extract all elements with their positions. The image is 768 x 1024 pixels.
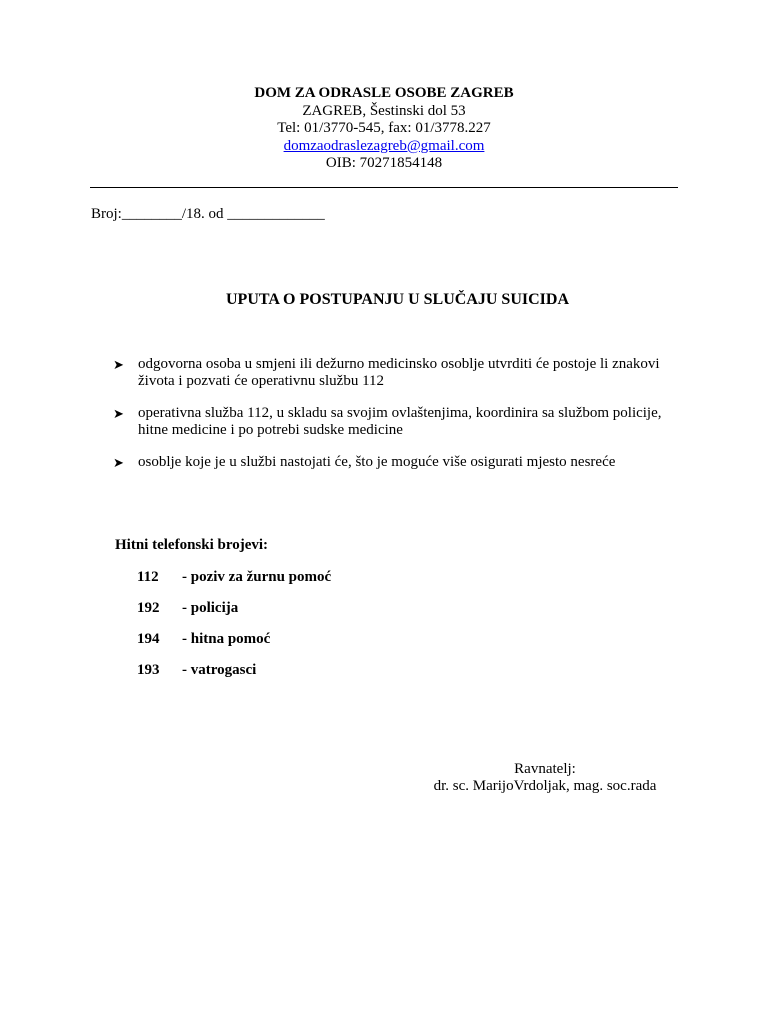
signature-name: dr. sc. MarijoVrdoljak, mag. soc.rada <box>433 778 657 794</box>
emergency-label: - hitna pomoć <box>182 631 271 647</box>
list-item <box>113 454 693 471</box>
organization-oib: OIB: 70271854148 <box>325 155 443 171</box>
emergency-number: 194 <box>137 631 160 647</box>
organization-address: ZAGREB, Šestinski dol 53 <box>302 102 466 119</box>
list-item <box>113 356 693 390</box>
instruction-text: osoblje koje je u službi nastojati će, što je moguće više osigurati mjesto nesreće <box>138 454 616 470</box>
arrow-bullet-icon: ➤ <box>113 406 124 421</box>
emergency-label: - poziv za žurnu pomoć <box>182 569 332 585</box>
emergency-label: - vatrogasci <box>182 662 257 678</box>
document-title: UPUTA O POSTUPANJU U SLUČAJU SUICIDA <box>226 291 569 308</box>
emergency-label: - policija <box>182 600 239 616</box>
arrow-bullet-icon: ➤ <box>113 357 124 372</box>
arrow-bullet-icon: ➤ <box>113 455 124 470</box>
email-link[interactable]: domzaodraslezagreb@gmail.com <box>283 137 485 154</box>
emergency-number: 112 <box>137 569 159 585</box>
header-divider <box>90 187 678 188</box>
instruction-list <box>113 356 693 486</box>
organization-phone: Tel: 01/3770-545, fax: 01/3778.227 <box>277 120 491 136</box>
emergency-heading: Hitni telefonski brojevi: <box>115 537 269 553</box>
letterhead <box>0 85 768 173</box>
instruction-text: operativna služba 112, u skladu sa svojim ovlaštenjima, koordinira sa službom policije, hitne medicine i po potrebi sudske medicine <box>138 405 662 438</box>
signature-role: Ravnatelj: <box>514 761 576 777</box>
reference-number-line: Broj:________/18. od _____________ <box>91 206 325 222</box>
list-item <box>113 405 693 439</box>
instruction-text: odgovorna osoba u smjeni ili dežurno medicinsko osoblje utvrditi će postoje li znakovi života i pozvati će operativnu službu 112 <box>138 356 660 389</box>
organization-name: DOM ZA ODRASLE OSOBE ZAGREB <box>254 85 514 101</box>
emergency-number: 192 <box>137 600 160 616</box>
emergency-number: 193 <box>137 662 160 678</box>
